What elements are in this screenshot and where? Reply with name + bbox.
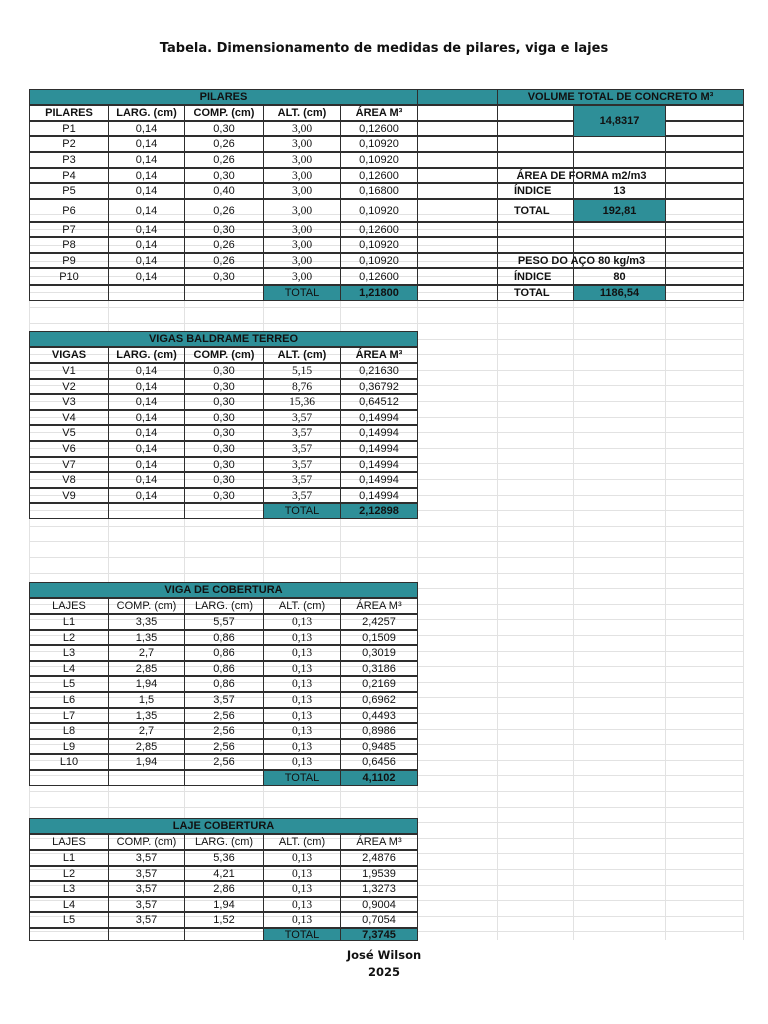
table-cell: 0,14	[108, 199, 185, 222]
table-cell: 1,35	[108, 708, 185, 723]
table-cell: 0,26	[184, 152, 264, 168]
table-cell: 0,13	[263, 739, 341, 754]
column-header: ALT. (cm)	[263, 598, 341, 614]
row-label: L4	[29, 661, 109, 676]
table-cell: 0,30	[184, 121, 264, 136]
table-cell: 0,14	[108, 488, 185, 503]
table-cell: 0,86	[184, 630, 264, 645]
summary-cell	[497, 105, 574, 121]
row-label: V9	[29, 488, 109, 503]
forma-total-label: TOTAL	[497, 199, 574, 222]
blank-cell	[417, 89, 498, 105]
table-cell: 0,21630	[340, 363, 418, 379]
grid-line	[29, 557, 743, 558]
row-label: V3	[29, 394, 109, 410]
summary-cell	[665, 253, 744, 268]
table-cell: 0,30	[184, 425, 264, 441]
table-cell: 0,26	[184, 237, 264, 253]
row-label: L6	[29, 692, 109, 708]
table-cell: 0,14	[108, 237, 185, 253]
table-cell: 3,00	[263, 253, 341, 268]
table-cell: 3,00	[263, 237, 341, 253]
table-cell: 0,13	[263, 754, 341, 770]
table-cell: 0,14	[108, 379, 185, 394]
column-header: LARG. (cm)	[184, 834, 264, 850]
grid-line	[29, 807, 743, 808]
table-cell: 0,8986	[340, 723, 418, 739]
table-cell: 0,14994	[340, 457, 418, 472]
row-label: L9	[29, 739, 109, 754]
grid-line	[29, 541, 743, 542]
row-label: P6	[29, 199, 109, 222]
row-label: P5	[29, 183, 109, 199]
table-cell: 3,57	[263, 457, 341, 472]
summary-cell	[665, 168, 744, 183]
summary-cell	[497, 222, 574, 237]
table-cell: 0,2169	[340, 676, 418, 692]
column-header: ALT. (cm)	[263, 105, 341, 121]
table-cell: 1,94	[184, 897, 264, 912]
summary-cell	[665, 285, 744, 301]
blank-cell	[184, 770, 264, 786]
author-name: José Wilson	[346, 948, 422, 962]
column-header: LARG. (cm)	[108, 347, 185, 363]
table-cell: 3,57	[184, 692, 264, 708]
row-label: L1	[29, 614, 109, 630]
table-cell: 0,14	[108, 253, 185, 268]
table-cell: 0,13	[263, 912, 341, 928]
summary-cell	[417, 105, 498, 121]
table-cell: 0,13	[263, 850, 341, 866]
pilares-banner: PILARES	[29, 89, 418, 105]
table-cell: 0,86	[184, 676, 264, 692]
table-cell: 0,14	[108, 425, 185, 441]
row-label: P1	[29, 121, 109, 136]
table-cell: 0,13	[263, 645, 341, 661]
row-label: L10	[29, 754, 109, 770]
blank-cell	[184, 928, 264, 941]
total-label: TOTAL	[263, 503, 341, 519]
summary-cell	[497, 237, 574, 253]
row-label: L5	[29, 676, 109, 692]
summary-cell	[417, 152, 498, 168]
table-cell: 0,13	[263, 661, 341, 676]
column-header: ÁREA M³	[340, 598, 418, 614]
vigas-banner: VIGAS BALDRAME TERREO	[29, 331, 418, 347]
grid-line	[29, 791, 743, 792]
table-cell: 0,10920	[340, 199, 418, 222]
spreadsheet	[29, 89, 743, 940]
table-cell: 0,64512	[340, 394, 418, 410]
table-cell: 3,57	[108, 897, 185, 912]
blank-cell	[108, 503, 185, 519]
row-label: L8	[29, 723, 109, 739]
blank-cell	[108, 928, 185, 941]
blank-cell	[29, 770, 109, 786]
row-label: P9	[29, 253, 109, 268]
table-cell: 0,14	[108, 441, 185, 457]
column-header: ALT. (cm)	[263, 347, 341, 363]
table-cell: 0,14994	[340, 472, 418, 488]
table-cell: 0,26	[184, 199, 264, 222]
table-cell: 0,14	[108, 472, 185, 488]
row-label: L7	[29, 708, 109, 723]
forma-total-value: 192,81	[573, 199, 666, 222]
summary-cell	[417, 253, 498, 268]
table-cell: 0,30	[184, 457, 264, 472]
table-cell: 5,57	[184, 614, 264, 630]
summary-cell	[573, 136, 666, 152]
table-cell: 3,57	[108, 850, 185, 866]
row-label: P10	[29, 268, 109, 285]
column-header: LARG. (cm)	[184, 598, 264, 614]
table-cell: 3,57	[263, 425, 341, 441]
table-cell: 2,56	[184, 739, 264, 754]
row-label: L3	[29, 881, 109, 897]
column-header: COMP. (cm)	[108, 834, 185, 850]
aco-indice-value: 80	[573, 268, 666, 285]
table-cell: 0,14	[108, 168, 185, 183]
table-cell: 0,30	[184, 488, 264, 503]
total-value: 1,21800	[340, 285, 418, 301]
summary-cell	[573, 222, 666, 237]
table-cell: 1,52	[184, 912, 264, 928]
table-cell: 3,00	[263, 168, 341, 183]
table-cell: 3,57	[263, 441, 341, 457]
table-cell: 0,14	[108, 121, 185, 136]
table-cell: 3,00	[263, 268, 341, 285]
row-label: V4	[29, 410, 109, 425]
volume-value: 14,8317	[573, 105, 666, 137]
table-cell: 2,56	[184, 754, 264, 770]
table-cell: 2,86	[184, 881, 264, 897]
year: 2025	[367, 965, 400, 979]
column-header: COMP. (cm)	[184, 347, 264, 363]
table-cell: 0,12600	[340, 121, 418, 136]
forma-title: ÁREA DE FORMA m2/m3	[516, 169, 647, 182]
row-label: L1	[29, 850, 109, 866]
table-cell: 1,3273	[340, 881, 418, 897]
column-header: LAJES	[29, 834, 109, 850]
table-cell: 0,14	[108, 268, 185, 285]
grid-line	[29, 573, 743, 574]
summary-cell	[417, 199, 498, 222]
row-label: P7	[29, 222, 109, 237]
aco-total-label: TOTAL	[497, 285, 574, 301]
summary-cell	[665, 268, 744, 285]
table-cell: 3,57	[263, 410, 341, 425]
summary-cell	[497, 152, 574, 168]
column-header: PILARES	[29, 105, 109, 121]
row-label: V5	[29, 425, 109, 441]
table-cell: 0,13	[263, 866, 341, 881]
table-cell: 1,9539	[340, 866, 418, 881]
row-label: P8	[29, 237, 109, 253]
row-label: P4	[29, 168, 109, 183]
viga_cobertura-banner: VIGA DE COBERTURA	[29, 582, 418, 598]
summary-cell	[665, 183, 744, 199]
total-label: TOTAL	[263, 928, 341, 941]
table-cell: 0,14994	[340, 425, 418, 441]
summary-cell	[417, 285, 498, 301]
table-cell: 15,36	[263, 394, 341, 410]
row-label: L5	[29, 912, 109, 928]
forma-indice-value: 13	[573, 183, 666, 199]
table-cell: 0,16800	[340, 183, 418, 199]
summary-cell	[665, 199, 744, 222]
table-cell: 0,13	[263, 614, 341, 630]
column-header: VIGAS	[29, 347, 109, 363]
table-cell: 0,10920	[340, 253, 418, 268]
table-cell: 0,6456	[340, 754, 418, 770]
blank-cell	[184, 285, 264, 301]
row-label: L2	[29, 866, 109, 881]
table-cell: 0,30	[184, 441, 264, 457]
grid-line	[29, 307, 743, 308]
table-cell: 0,14	[108, 363, 185, 379]
summary-cell	[417, 121, 498, 136]
table-cell: 0,14	[108, 183, 185, 199]
table-cell: 4,21	[184, 866, 264, 881]
table-cell: 3,57	[263, 488, 341, 503]
table-cell: 2,7	[108, 645, 185, 661]
table-cell: 0,14994	[340, 441, 418, 457]
blank-cell	[29, 928, 109, 941]
table-cell: 0,14	[108, 457, 185, 472]
table-cell: 0,30	[184, 472, 264, 488]
summary-cell	[497, 121, 574, 136]
row-label: V6	[29, 441, 109, 457]
page-title: Tabela. Dimensionamento de medidas de pilares, viga e lajes	[159, 41, 609, 56]
table-cell: 2,4257	[340, 614, 418, 630]
summary-cell	[665, 121, 744, 136]
summary-cell	[573, 152, 666, 168]
summary-cell	[417, 237, 498, 253]
forma-indice-label: ÍNDICE	[497, 183, 574, 199]
table-cell: 3,00	[263, 152, 341, 168]
table-cell: 1,94	[108, 676, 185, 692]
table-cell: 2,7	[108, 723, 185, 739]
summary-cell	[665, 152, 744, 168]
blank-cell	[29, 285, 109, 301]
blank-cell	[108, 770, 185, 786]
column-header: COMP. (cm)	[184, 105, 264, 121]
table-cell: 0,10920	[340, 152, 418, 168]
table-cell: 2,56	[184, 708, 264, 723]
column-header: ÁREA M³	[340, 105, 418, 121]
table-cell: 0,30	[184, 363, 264, 379]
table-cell: 5,36	[184, 850, 264, 866]
summary-cell	[417, 222, 498, 237]
summary-cell	[417, 183, 498, 199]
table-cell: 0,30	[184, 168, 264, 183]
aco-title: PESO DO AÇO 80 kg/m3	[517, 254, 646, 267]
table-cell: 0,9485	[340, 739, 418, 754]
table-cell: 0,26	[184, 253, 264, 268]
total-value: 7,3745	[340, 928, 418, 941]
table-cell: 0,13	[263, 881, 341, 897]
table-cell: 0,14	[108, 136, 185, 152]
table-cell: 0,10920	[340, 136, 418, 152]
summary-cell	[665, 136, 744, 152]
table-cell: 0,12600	[340, 168, 418, 183]
row-label: P3	[29, 152, 109, 168]
row-label: L3	[29, 645, 109, 661]
summary-cell	[497, 136, 574, 152]
table-cell: 0,14	[108, 394, 185, 410]
table-cell: 0,30	[184, 268, 264, 285]
column-header: LAJES	[29, 598, 109, 614]
row-label: V1	[29, 363, 109, 379]
summary-cell	[417, 268, 498, 285]
volume-title: VOLUME TOTAL DE CONCRETO M³	[497, 89, 744, 105]
total-value: 2,12898	[340, 503, 418, 519]
table-cell: 2,85	[108, 661, 185, 676]
table-cell: 3,57	[108, 866, 185, 881]
table-cell: 0,14994	[340, 410, 418, 425]
total-value: 4,1102	[340, 770, 418, 786]
table-cell: 2,85	[108, 739, 185, 754]
table-cell: 0,14994	[340, 488, 418, 503]
table-cell: 0,30	[184, 410, 264, 425]
summary-cell	[417, 168, 498, 183]
table-cell: 0,14	[108, 152, 185, 168]
table-cell: 3,57	[108, 881, 185, 897]
row-label: V8	[29, 472, 109, 488]
table-cell: 1,35	[108, 630, 185, 645]
table-cell: 0,40	[184, 183, 264, 199]
total-label: TOTAL	[263, 770, 341, 786]
row-label: L4	[29, 897, 109, 912]
table-cell: 0,3019	[340, 645, 418, 661]
table-cell: 0,12600	[340, 222, 418, 237]
table-cell: 0,14	[108, 410, 185, 425]
table-cell: 0,13	[263, 676, 341, 692]
table-cell: 3,57	[263, 472, 341, 488]
table-cell: 0,6962	[340, 692, 418, 708]
aco-indice-label: ÍNDICE	[497, 268, 574, 285]
laje_cobertura-banner: LAJE COBERTURA	[29, 818, 418, 834]
summary-cell	[665, 222, 744, 237]
column-header: ÁREA M³	[340, 347, 418, 363]
table-cell: 3,35	[108, 614, 185, 630]
table-cell: 2,56	[184, 723, 264, 739]
table-cell: 0,30	[184, 379, 264, 394]
table-cell: 2,4876	[340, 850, 418, 866]
table-cell: 1,5	[108, 692, 185, 708]
table-cell: 0,9004	[340, 897, 418, 912]
grid-line	[29, 526, 743, 527]
summary-cell	[665, 105, 744, 121]
table-cell: 0,12600	[340, 268, 418, 285]
table-cell: 0,13	[263, 630, 341, 645]
table-cell: 0,1509	[340, 630, 418, 645]
blank-cell	[108, 285, 185, 301]
table-cell: 5,15	[263, 363, 341, 379]
row-label: P2	[29, 136, 109, 152]
blank-cell	[29, 503, 109, 519]
aco-total-value: 1186,54	[573, 285, 666, 301]
table-cell: 3,00	[263, 183, 341, 199]
table-cell: 0,30	[184, 222, 264, 237]
table-cell: 0,4493	[340, 708, 418, 723]
table-cell: 1,94	[108, 754, 185, 770]
table-cell: 0,30	[184, 394, 264, 410]
table-cell: 0,86	[184, 661, 264, 676]
table-cell: 0,13	[263, 692, 341, 708]
summary-cell	[417, 136, 498, 152]
table-cell: 0,86	[184, 645, 264, 661]
column-header: ÁREA M³	[340, 834, 418, 850]
table-cell: 0,7054	[340, 912, 418, 928]
column-header: COMP. (cm)	[108, 598, 185, 614]
table-cell: 0,3186	[340, 661, 418, 676]
column-header: LARG. (cm)	[108, 105, 185, 121]
summary-cell	[573, 237, 666, 253]
table-cell: 0,13	[263, 708, 341, 723]
table-cell: 0,14	[108, 222, 185, 237]
summary-cell	[665, 237, 744, 253]
table-cell: 8,76	[263, 379, 341, 394]
row-label: V2	[29, 379, 109, 394]
table-cell: 3,57	[108, 912, 185, 928]
table-cell: 3,00	[263, 136, 341, 152]
row-label: L2	[29, 630, 109, 645]
table-cell: 0,26	[184, 136, 264, 152]
table-cell: 3,00	[263, 121, 341, 136]
total-label: TOTAL	[263, 285, 341, 301]
table-cell: 0,36792	[340, 379, 418, 394]
column-header: ALT. (cm)	[263, 834, 341, 850]
row-label: V7	[29, 457, 109, 472]
table-cell: 3,00	[263, 199, 341, 222]
blank-cell	[184, 503, 264, 519]
grid-line	[29, 323, 743, 324]
table-cell: 0,13	[263, 897, 341, 912]
table-cell: 3,00	[263, 222, 341, 237]
table-cell: 0,10920	[340, 237, 418, 253]
table-cell: 0,13	[263, 723, 341, 739]
